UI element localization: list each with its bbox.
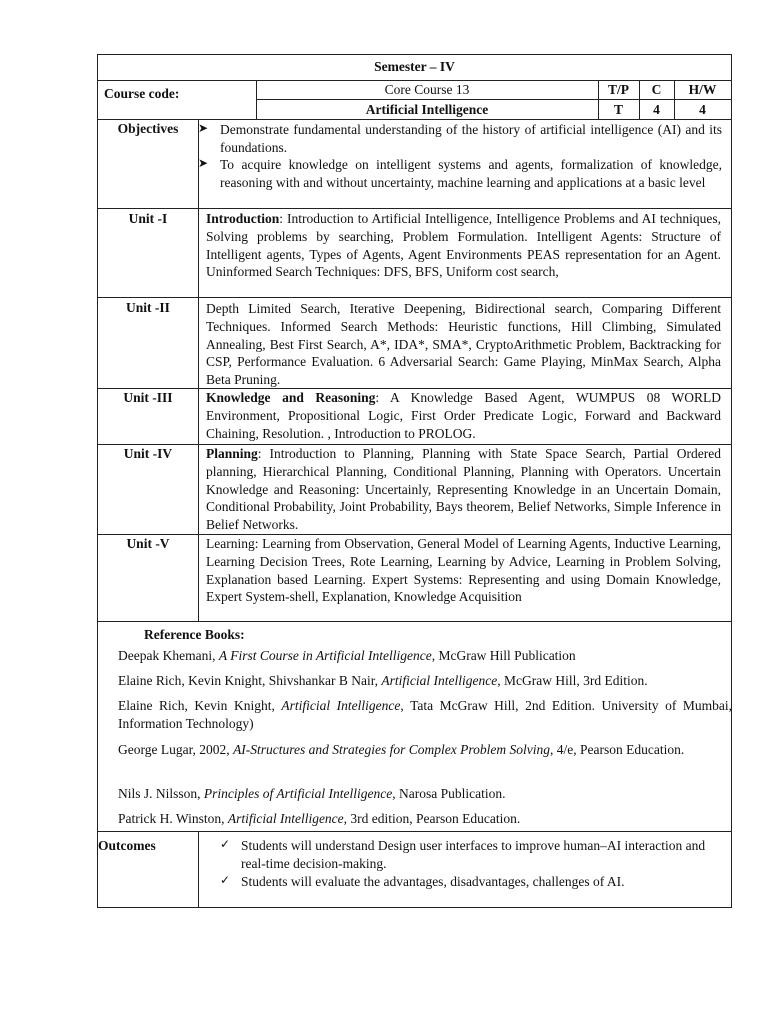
reference-item: Elaine Rich, Kevin Knight, Shivshankar B Nair, Artificial Intelligence, McGraw Hill, 3rd Edition. bbox=[118, 673, 648, 688]
unit-content: Knowledge and Reasoning: A Knowledge Based Agent, WUMPUS 08 WORLD Environment, Propositional Logic, First Order Predicate Logic, Forward and Backward Chaining, Resolution. , Introduction to PROLOG. bbox=[206, 390, 722, 441]
unit-label: Unit -I bbox=[128, 211, 168, 226]
col-tp-header: T/P bbox=[607, 82, 629, 97]
checkmark-icon: ✓ bbox=[220, 837, 231, 851]
val-hw: 4 bbox=[699, 102, 706, 117]
reference-item: Nils J. Nilsson, Principles of Artificial Intelligence, Narosa Publication. bbox=[118, 786, 506, 801]
reference-item: George Lugar, 2002, AI-Structures and Strategies for Complex Problem Solving, 4/e, Pearson Education. bbox=[118, 742, 685, 757]
objectives-label: Objectives bbox=[117, 121, 179, 136]
outcomes-label: Outcomes bbox=[98, 838, 156, 853]
reference-item: Elaine Rich, Kevin Knight, Artificial Intelligence, Tata McGraw Hill, 2nd Edition. University of Mumbai, Information Technology) bbox=[118, 698, 732, 731]
outcome-item: Students will evaluate the advantages, disadvantages, challenges of AI. bbox=[241, 874, 625, 889]
unit-heading: Introduction bbox=[206, 211, 280, 226]
val-tp: T bbox=[613, 102, 623, 117]
arrow-bullet-icon: ➤ bbox=[198, 156, 209, 170]
course-title: Artificial Intelligence bbox=[365, 102, 489, 117]
arrow-bullet-icon: ➤ bbox=[198, 121, 209, 135]
col-hw-header: H/W bbox=[688, 82, 717, 97]
objective-item: Demonstrate fundamental understanding of the history of artificial intelligence (AI) and its foundations. bbox=[220, 122, 722, 155]
unit-label: Unit -IV bbox=[123, 446, 173, 461]
reference-books-label: Reference Books: bbox=[144, 627, 245, 642]
semester-title: Semester – IV bbox=[374, 59, 455, 74]
outcome-item: Students will understand Design user interfaces to improve human–AI interaction and real-time decision-making. bbox=[241, 838, 706, 871]
unit-label: Unit -V bbox=[126, 536, 170, 551]
unit-content: Introduction: Introduction to Artificial Intelligence, Intelligence Problems and AI techniques, Solving problems by searching, Problem Formulation. Intelligent Agents: Structure of Intelligent agents, Types of Agents, Agent Environments PEAS representation for an Agent. Uninformed Search Techniques: DFS, BFS, Uniform cost search, bbox=[206, 211, 721, 280]
val-c: 4 bbox=[653, 102, 660, 117]
objective-item: To acquire knowledge on intelligent systems and agents, formalization of knowledge, reasoning with and without uncertainty, machine learning and applications at a basic level bbox=[220, 157, 722, 190]
unit-label: Unit -II bbox=[126, 300, 170, 315]
checkmark-icon: ✓ bbox=[220, 873, 231, 887]
unit-content: Planning: Introduction to Planning, Planning with State Space Search, Partial Ordered planning, Hierarchical Planning, Conditional Planning, Planning with Operators. Uncertain Knowledge and Reasoning: Uncertainly, Representing Knowledge in an Uncertain Domain, Conditional Probability, Joint Probability, Bays theorem, Belief Networks, Simple Inference in Belief Networks. bbox=[206, 446, 721, 533]
course-number: Core Course 13 bbox=[384, 82, 470, 97]
unit-content: Learning: Learning from Observation, General Model of Learning Agents, Inductive Learning, Learning Decision Trees, Rote Learning, Learning by Advice, Learning in Problem Solving, Explanation based Learning. Expert Systems: Representing and using Domain Knowledge, Expert System-shell, Explanation, Knowledge Acquisition bbox=[206, 536, 721, 605]
reference-item: Deepak Khemani, A First Course in Artificial Intelligence, McGraw Hill Publication bbox=[118, 648, 576, 663]
course-code-label: Course code: bbox=[104, 86, 180, 101]
syllabus-table bbox=[97, 54, 732, 908]
unit-heading: Planning bbox=[206, 446, 258, 461]
reference-item: Patrick H. Winston, Artificial Intelligence, 3rd edition, Pearson Education. bbox=[118, 811, 521, 826]
unit-content: Depth Limited Search, Iterative Deepening, Bidirectional search, Comparing Different Techniques. Informed Search Methods: Heuristic functions, Hill Climbing, Simulated Annealing, Best First Search, A*, IDA*, SMA*, CryptoArithmetic Problem, Backtracking for CSP, Performance Evaluation. 6 Adversarial Search: Game Playing, MinMax Search, Alpha Beta Pruning. bbox=[206, 301, 721, 388]
unit-heading: Knowledge and Reasoning bbox=[206, 390, 376, 405]
col-c-header: C bbox=[651, 82, 662, 97]
unit-label: Unit -III bbox=[123, 390, 173, 405]
